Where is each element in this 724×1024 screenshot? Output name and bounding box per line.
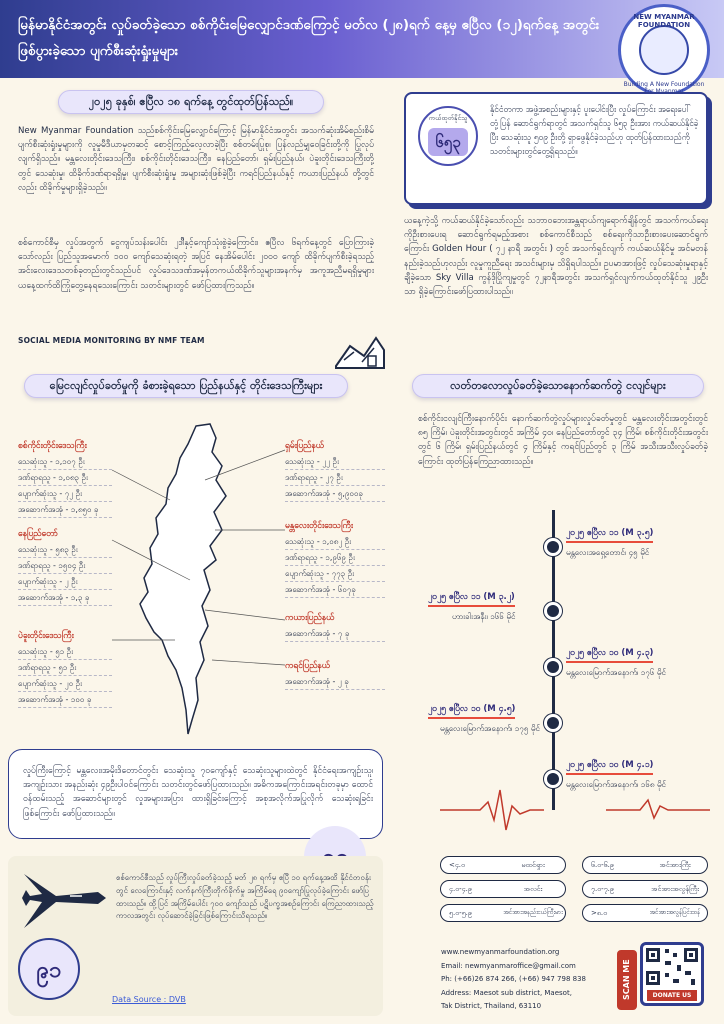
timeline-dot — [544, 658, 562, 676]
region-kayin — [285, 660, 385, 691]
qr-pattern-icon — [643, 945, 701, 989]
buildings-row: အဆောက်အအုံ - ၁,၃ ခု — [18, 591, 112, 606]
legend-item: ၇.၀-၇.၉ အင်အားအလွန်ကြီး — [582, 880, 708, 898]
phone-text: Ph: (+66)26 874 266, (+66) 947 798 838 — [441, 975, 586, 983]
nmf-logo — [618, 4, 710, 96]
scan-me-label: SCAN ME — [617, 950, 637, 1010]
legend-item: ၆.၀-၆.၉ အင်အားကြီး — [582, 856, 708, 874]
golden-hour-paragraph: ယနေ့ကဲ့သို့ ကယ်ဆယ်နိုင်ခဲ့သော်လည်း သဘာဝဘေးအန္တရာယ်ကျရောက်ချိန်တွင် အသက်ကယ်ရေးကိုဦးစားပေးရ ဆောင်ရွက်ရမည့်အစား စစ်ကောင်စီသည် စစ်ရေးကိုသာဦးစားပေးဆောင်ရွက်ကြောင်း Golden Hour ( ၇၂ နာရီ အတွင်း ) တွင် အသက်ရှင်လျက် ကယ်ဆယ်နိုင်မှု အင်မတန် နည်းခဲ့သည်ဟုလည်း လူမှုကူညီရေး အသင်းများမှ သိရှိရပါသည်။ ဥပမာအားဖြင့် လှုပ်သေဆုံးမှုရာနှင့်ချီခဲ့သော Sky Villa ကွန်ဒိုပြိုကျမှုတွင် ၇၂နာရီအတွင်း အသက်ရှင်လျက်ကယ်ထုတ်နိုင်သူ ၂၉ဦးသာ ရှိခဲ့ကြောင်းဖော်ပြထားပါသည်။ — [404, 216, 708, 298]
event-date: ၂၀၂၅ ဧပြီလ ၁၀ (M ၄.၃) — [566, 648, 653, 663]
region-name: ရှမ်းပြည်နယ် — [285, 441, 325, 451]
dead-row: သေဆုံးသူ - ၅၁ ဦး — [18, 645, 112, 660]
logo-text: NEW MYANMAR FOUNDATION — [633, 13, 695, 29]
event-place: မန္တလေးမြောက်အနောက်၊ ၁၇၅ မိုင် — [440, 724, 540, 733]
region-shan — [285, 440, 385, 503]
buildings-row: အဆောက်အအုံ - ၅,၉၀၀ခု — [285, 487, 385, 502]
injured-row: ဒဏ်ရာရသူ - ၁,၉၆၉ ဦး — [285, 551, 385, 566]
region-naypyitaw — [18, 528, 112, 607]
region-name: နေပြည်တော် — [18, 529, 58, 539]
event-place: မန္တလေးမြောက်အနောက်၊ ၁၆၈ မိုင် — [566, 780, 666, 789]
aftershock-pill: လတ်တလောလှုပ်ခတ်ခဲ့သောနောက်ဆက်တွဲ ငလျင်များ — [412, 374, 704, 398]
event-date: ၂၀၂၅ ဧပြီလ ၁၁ (M ၃.၂) — [428, 592, 515, 607]
region-name: မန္တလေးတိုင်းဒေသကြီး — [285, 521, 353, 531]
airstrike-text: စစ်ကောင်စီသည် လှုပ်ကြီးလှုပ်ခတ်ခဲ့သည့် မတ် ၂၈ ရက်မှ ဧပြီ ၁၀ ရက်နေ့အထိ နိုင်ငံတဝန်းတွင် လေကြောင်းနှင့် လက်နက်ကြီးတိုက်ခိုက်မှု အကြိမ်ရေ ၉၀ကျော်ပြုလုပ်ခဲ့ကြောင်း ဖော်ပြထားသည်။ ထို့ပြင် အကြိမ်ပေါင်း ၇၀၀ ကျော်သည် ပဋိပက္ခအစဉ်ကြောင်း ကြေညာထားသည့် ကာလအတွင်း လုပ်ဆောင်ခဲ့ခြင်းဖြစ်ကြောင်းသိရသည်။ — [116, 873, 374, 921]
missing-row: ပျောက်ဆုံးသူ - ၂၀ ဦး — [18, 677, 112, 692]
myanmar-map — [118, 420, 268, 740]
region-name: ကယားပြည်နယ် — [285, 613, 335, 623]
rescued-stat-card — [404, 92, 708, 205]
dead-row: သေဆုံးသူ - ၁,၀၈၂ ဦး — [285, 535, 385, 550]
email-text[interactable]: Email: newmyanmaroffice@gmail.com — [441, 961, 576, 970]
legend-item: <၄.၀ မထင်ရှား — [440, 856, 566, 874]
region-name: စစ်ကိုင်းတိုင်းဒေသကြီး — [18, 441, 87, 451]
seismograph-icon — [440, 780, 710, 840]
event-date: ၂၀၂၅ ဧပြီလ ၁၀ (M ၄.၅) — [428, 704, 515, 719]
contact-info — [441, 946, 621, 1014]
legend-item: ၅.၀-၅.၉ အင်အားအနည်းငယ်ကြီးမား — [440, 904, 566, 922]
event-place: ဟားခါးအနီး၊ ၁၆၆ မိုင် — [452, 612, 516, 621]
event-place: မန္တလေးမြောက်အနောက်၊ ၁၇၆ မိုင် — [566, 668, 666, 677]
region-name: ပဲခူးတိုင်းဒေသကြီး — [18, 631, 74, 641]
event-date: ၂၀၂၅ ဧပြီလ ၁၀ (M ၄.၁) — [566, 760, 653, 775]
buildings-row: အဆောက်အအုံ - ၂ ခု — [285, 675, 385, 690]
region-name: ကရင်ပြည်နယ် — [285, 661, 331, 671]
prison-death-text: လှုပ်ကြီးကြောင့် မန္တလေး၊အမိုးဒိတောင်တွင်း သေဆုံးသူ ၇၀ကျော်နှင့် သေဆုံးသူများထဲတွင် နိုင်ငံရေးအကျဉ်းသူ၊ အကျဉ်းသား အနည်းဆုံး ၄၉ဦးပါဝင်ကြောင်း သတင်းတွင်ဖော်ပြထားသည်။ အဓိကအကြောင်းအရင်းတခုမှာ ထောင်ဝန်ထမ်းသည့် အဆောင်များတွင် လှုအများအပြား ထားရှိခြင်းကြောင့် အစုအလိုက်အပြုလိုက် သေဆုံးရခြင်းဖြစ်ကြောင်း ဖော်ပြထားသည်။ — [23, 766, 373, 819]
collapsed-house-icon — [332, 326, 388, 372]
legend-item: ၄.၀-၄.၉ အလင်း — [440, 880, 566, 898]
injured-row: ဒဏ်ရာရသူ - ၁၅၀၄ ဦး — [18, 559, 112, 574]
header-banner — [0, 0, 724, 88]
legend-item: >၈.၀ အင်အားအလွန်ပြင်းထန် — [582, 904, 708, 922]
myanmar-map-icon — [639, 25, 689, 75]
airstrike-number: ၉၁ — [18, 938, 80, 1000]
buildings-row: အဆောက်အအုံ - ၁၀၀ ခု — [18, 693, 112, 708]
missing-row: ပျောက်ဆုံးသူ - ၇၂ ဦး — [18, 487, 112, 502]
aftershock-paragraph: စစ်ကိုင်းငလျင်ကြီးနောက်ပိုင်း နောက်ဆက်တွဲလှုပ်များလှုပ်ခတ်မှုတွင် မန္တလေးတိုင်းအတွင်းတွင် ၈၅ ကြိမ်၊ ပဲခူးတိုင်းအတွင်းတွင် အကြိမ် ၄၀၊ နေပြည်တော်တွင် ၃၄ ကြိမ်၊ စစ်ကိုင်းတိုင်းအတွင်းတွင် ၆ ကြိမ်၊ ရှမ်းပြည်နယ်တွင် ၄ ကြိမ်နှင့် ကရင်ပြည်တွင် ၃ ကြိမ် အသီးအသီးလှုပ်ခတ်ခဲ့ကြောင်း ထုတ်ပြန်ကြေညာထားသည်။ — [418, 414, 708, 467]
fighter-jet-icon — [20, 866, 110, 936]
timeline-dot — [544, 602, 562, 620]
relief-paragraph: စစ်ကောင်စီမှ လှုပ်အတွက် ငွေကျပ်သန်းပေါင်း ၂ဒါီနှင့်ကျော်သုံးစွဲခဲ့ကြောင်း၊ ဧပြီလ ၆ရက်နေ့တွင် ပြောကြားခဲ့သော်လည်း ပြည်သူအမောက် ၁၀၀ ကျော်သေဆုံးရတဲ့ အပြင် နေအိမ်ပေါင်း ၂၀၀၀ ကျော် ထိခိုက်ပျက်စီးခဲ့ရသည့် အင်းလေးဒေသတစ်ခုတည်းတွင်သည်ပင် လှုပ်ဒေသဒဏ်အမှန်တကယ်ထိခိုက်သူများအနက်မှ အကူအညီမရရှိမှုများ ယနေ့ထက်ထိကြုံတွေ့နေရသေးကြောင်း သတင်းများတွင် ဖော်ပြထားကြသည်။ — [18, 238, 374, 291]
injured-row: ဒဏ်ရာရသူ - ၂၇ ဦး — [285, 471, 385, 486]
event-place: မန္တလေးအရှေ့တောင်၊ ၄၅ မိုင် — [566, 548, 650, 557]
donate-label: DONATE US — [647, 990, 697, 1001]
badge-number: ၆၅၃ — [428, 128, 468, 156]
region-sagaing — [18, 440, 112, 519]
website-link[interactable]: www.newmyanmarfoundation.org — [441, 948, 560, 956]
page-title: မြန်မာနိုင်ငံအတွင်း လှုပ်ခတ်ခဲ့သော စစ်ကိုင်းမြေလျှောင်ဒဏ်ကြောင့် မတ်လ (၂၈)ရက် နေ့မှ ဧပြီလ (၁၂)ရက်နေ့ အတွင်း ဖြစ်ပွားခဲ့သော ပျက်စီးဆုံးရှုံးမှုများ — [18, 17, 600, 59]
missing-row: ပျောက်ဆုံးသူ - ၇၇၃ ဦး — [285, 567, 385, 582]
address-line-2: Tak District, Thailand, 63110 — [441, 1002, 542, 1010]
timeline-dot — [544, 714, 562, 732]
data-source-link[interactable]: Data Source : DVB — [112, 995, 186, 1004]
region-mandalay — [285, 520, 385, 599]
dead-row: သေဆုံးသူ - ၅၈၃ ဦး — [18, 543, 112, 558]
buildings-row: အဆောက်အအုံ - ၁,၈၅၀ ခု — [18, 503, 112, 518]
region-bago — [18, 630, 112, 709]
dead-row: သေဆုံးသူ - ၂၂ ဦး — [285, 455, 385, 470]
missing-row: ပျောက်ဆုံးသူ - ၂ ဦး — [18, 575, 112, 590]
timeline-dot — [544, 538, 562, 556]
prison-death-card — [8, 749, 383, 839]
buildings-row: အဆောက်အအုံ - ၇ ခု — [285, 627, 385, 642]
dead-row: သေဆုံးသူ - ၁,၁၀၇ ဦး — [18, 455, 112, 470]
badge-label: ကယ်ထုတ်နိုင်သူ — [428, 114, 468, 122]
injured-row: ဒဏ်ရာရသူ - ၁,၀၈၃ ဦး — [18, 471, 112, 486]
address-line-1: Address: Maesot sub district, Maesot, — [441, 988, 572, 997]
region-kayah — [285, 612, 385, 643]
event-date: ၂၀၂၅ ဧပြီလ ၁၁ (M ၃.၅) — [566, 528, 653, 543]
intro-paragraph: New Myanmar Foundation သည်စစ်ကိုင်းမြေလျှောင်ကြောင့် မြန်မာနိုင်ငံအတွင်း အသက်ဆုံးအိမ်စည်းစိမ် ပျက်စီးဆုံးရှုံးမှုများကို လူမှုမီဒီယာမှတဆင့် စောင့်ကြည့်လေ့လာခဲ့ပြီး စစ်တမ်းပြုစု၊ ပြန်လည်မျှဝေခြင်းတို့ကို ပြုလုပ်လျက်ရှိသည်။ မန္တလေးတိုင်းဒေသကြီး၊ စစ်ကိုင်းတိုင်းဒေသကြီး၊ နေပြည်တော်၊ ရှမ်းပြည်နယ်၊ ပဲခူးတိုင်းဒေသကြီးတို့တွင် သေဆုံးမှု၊ ထိခိုက်ဒဏ်ရာရရှိမှု၊ ပျက်စီးဆုံးရှုံးမှု အများဆုံးဖြစ်ခဲ့ပြီး ကရင်ပြည်နယ်နှင့် ကယားပြည်နယ် တို့တွင်လည်း ထိခိုက်မှုများရှိခဲ့သည်။ — [18, 126, 374, 193]
release-date-pill: ၂၀၂၅ ခုနှစ်၊ ဧပြီလ ၁၈ ရက်နေ့ တွင်ထုတ်ပြန်သည်။ — [58, 90, 324, 114]
map-section-pill: မြေငလျင်လှုပ်ခတ်မှုကို ခံစားခဲ့ရသော ပြည်နယ်နှင့် တိုင်းဒေသကြီးများ — [24, 374, 348, 398]
logo-subtext: Building A New Foundation — [623, 81, 705, 88]
buildings-row: အဆောက်အအုံ - ၆၀၇ခု — [285, 583, 385, 598]
injured-row: ဒဏ်ရာရသူ - ၅၁ ဦး — [18, 661, 112, 676]
rescued-text: နိုင်ငံတကာ အဖွဲ့အစည်းများနှင့် ပူးပေါင်းပြီး လှုပ်ကြောင်း အရေးပေါ် တုံ့ပြန် ဆောင်ရွက်ရာတွင် အသက်ရှင်သူ ၆၅၃ ဦးအား ကယ်ဆယ်နိုင်ခဲ့ပြီး သေဆုံးသူ ၅၀၉ ဦးတို့ ရှာဖွေနိုင်ခဲ့သည်ဟု ထုတ်ပြန်ထားသည်ကို သတင်းများတွင်တွေ့ရှိရသည်။ — [490, 104, 699, 156]
donate-qr-code[interactable] — [640, 942, 704, 1006]
rescued-badge — [418, 106, 478, 166]
smm-label: SOCIAL MEDIA MONITORING BY NMF TEAM — [18, 336, 205, 345]
